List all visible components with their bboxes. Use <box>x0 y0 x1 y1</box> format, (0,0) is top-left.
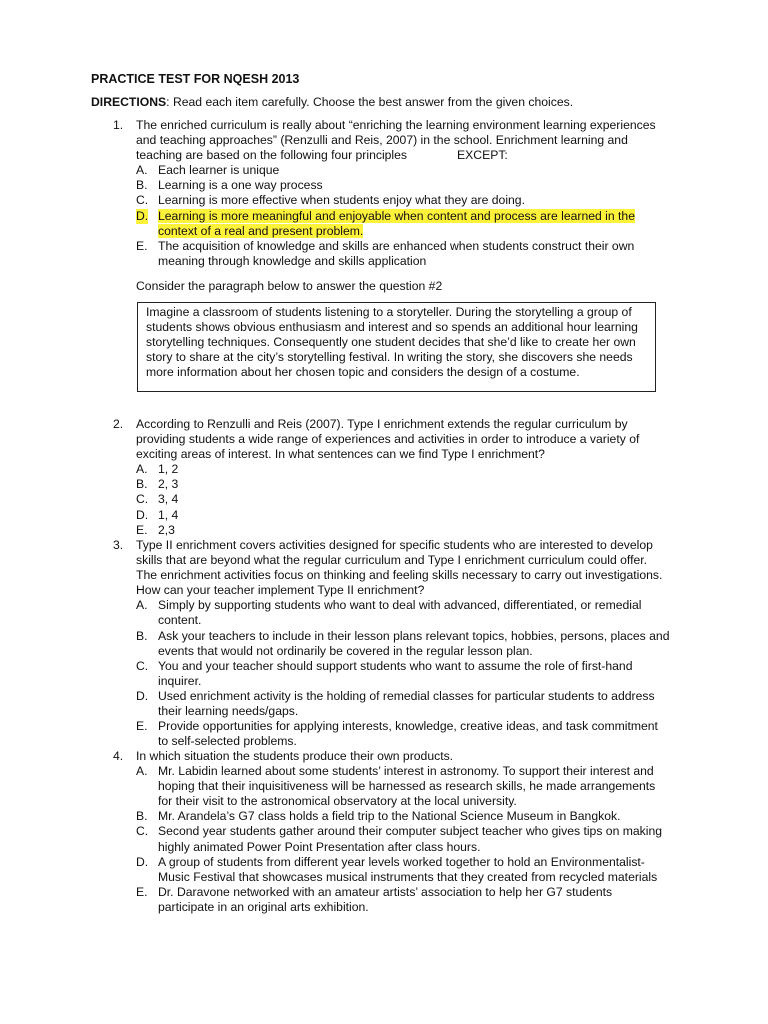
option-text: Learning is more effective when students enjoy what they are doing. <box>158 193 525 208</box>
option-d-highlighted <box>136 209 683 239</box>
option-e <box>136 885 683 915</box>
option-text: hoping that their inquisitiveness will be harnessed as research skills, he made arrangements <box>158 779 656 794</box>
stem-line: The enriched curriculum is really about “enriching the learning environment learning experiences <box>136 118 656 132</box>
option-c <box>136 492 683 507</box>
option-text: 2,3 <box>158 522 175 537</box>
option-c <box>136 193 683 208</box>
option-a <box>136 163 683 178</box>
option-text: to self-selected problems. <box>158 734 297 749</box>
option-text: Used enrichment activity is the holding of remedial classes for particular students to address <box>158 688 655 703</box>
option-letter: E. <box>136 238 148 253</box>
stem-line-with-except <box>136 148 683 163</box>
stem-line: providing students a wide range of experiences and activities in order to introduce a variety of <box>136 432 640 447</box>
option-list <box>113 163 683 269</box>
option-text: Dr. Daravone networked with an amateur artists’ association to help her G7 students <box>158 884 613 899</box>
option-text: The acquisition of knowledge and skills are enhanced when students construct their own <box>158 238 635 253</box>
stem-line: According to Renzulli and Reis (2007). Type I enrichment extends the regular curriculum by <box>136 417 628 431</box>
option-text: Each learner is unique <box>158 163 280 178</box>
paragraph-line: more information about her chosen topic and considers the design of a costume. <box>146 365 580 380</box>
option-letter: A. <box>136 462 148 477</box>
option-text: content. <box>158 613 202 628</box>
question-stem <box>136 749 683 764</box>
option-line <box>158 224 683 239</box>
option-text: for their visit to the astronomical observatory at the local university. <box>158 794 517 809</box>
option-text: 1, 2 <box>158 462 179 477</box>
option-letter: C. <box>136 193 149 208</box>
question-number: 4. <box>113 749 124 763</box>
question-1 <box>113 118 683 269</box>
option-letter: B. <box>136 628 148 643</box>
option-text: meaning through knowledge and skills application <box>158 253 427 268</box>
paragraph-line: story to share at the city’s storytelling festival. In writing the story, she discovers she needs <box>146 350 633 365</box>
page-title: PRACTICE TEST FOR NQESH 2013 <box>91 72 300 86</box>
option-c <box>136 659 683 689</box>
directions-text: : Read each item carefully. Choose the best answer from the given choices. <box>166 95 574 109</box>
option-letter: A. <box>136 163 148 178</box>
option-text: A group of students from different year levels worked together to hold an Environmentalist- <box>158 854 645 869</box>
option-letter: D. <box>136 688 149 703</box>
option-d <box>136 689 683 719</box>
option-letter: E. <box>136 884 148 899</box>
question-stem <box>136 118 683 163</box>
question-number: 2. <box>113 417 124 431</box>
question-stem <box>136 417 683 462</box>
option-text: You and your teacher should support students who want to assume the role of first-hand <box>158 658 633 673</box>
option-text: participate in an original arts exhibition. <box>158 899 369 914</box>
stem-line: teaching are based on the following four principles <box>136 148 408 163</box>
directions <box>91 95 573 109</box>
option-a <box>136 764 683 809</box>
stem-line: and teaching approaches” (Renzulli and Reis, 2007) in the school. Enrichment learning and <box>136 133 628 148</box>
question-2 <box>113 417 683 538</box>
stem-line: Type II enrichment covers activities designed for specific students who are interested to develop <box>136 538 653 552</box>
option-list <box>113 598 683 749</box>
option-text: events that would not ordinarily be covered in the regular lesson plan. <box>158 643 533 658</box>
option-b <box>136 178 683 193</box>
option-letter: E. <box>136 522 148 537</box>
option-a <box>136 598 683 628</box>
option-line <box>158 209 683 224</box>
stem-line: skills that are beyond what the regular curriculum and Type I enrichment curriculum could offer. <box>136 553 647 568</box>
option-text: 3, 4 <box>158 492 179 507</box>
option-list <box>113 764 683 915</box>
question-4 <box>113 749 683 915</box>
option-letter: B. <box>136 809 148 824</box>
option-text: Music Festival that showcases musical instruments that they created from recycled materials <box>158 869 658 884</box>
option-e <box>136 523 683 538</box>
option-letter: C. <box>136 492 149 507</box>
option-text: Simply by supporting students who want to deal with advanced, differentiated, or remedial <box>158 598 642 613</box>
paragraph-line: storytelling techniques. Consequently one student decides that she’d like to create her own <box>146 335 636 350</box>
option-letter: C. <box>136 658 149 673</box>
option-b <box>136 629 683 659</box>
option-a <box>136 462 683 477</box>
option-letter: D. <box>136 854 149 869</box>
stem-line: In which situation the students produce their own products. <box>136 749 454 763</box>
option-text: 2, 3 <box>158 477 179 492</box>
option-text: their learning needs/gaps. <box>158 704 299 719</box>
option-e <box>136 719 683 749</box>
directions-label: DIRECTIONS <box>91 95 167 109</box>
question-number: 1. <box>113 118 124 132</box>
option-text-highlighted: context of a real and present problem. <box>158 223 364 238</box>
option-text: Second year students gather around their computer subject teacher who gives tips on making <box>158 824 663 839</box>
option-letter: A. <box>136 598 148 613</box>
consider-instruction: Consider the paragraph below to answer the question #2 <box>136 279 443 293</box>
option-e <box>136 239 683 269</box>
stem-line: How can your teacher implement Type II enrichment? <box>136 583 425 598</box>
option-text: Provide opportunities for applying interests, knowledge, creative ideas, and task commitment <box>158 719 658 734</box>
scenario-paragraph-box <box>137 302 656 392</box>
option-text: Mr. Labidin learned about some students’ interest in astronomy. To support their interest and <box>158 764 654 779</box>
question-stem <box>136 538 683 598</box>
option-text-highlighted: Learning is more meaningful and enjoyable when content and process are learned in the <box>158 208 635 223</box>
paragraph-line: students shows obvious enthusiasm and interest and so spends an additional hour learning <box>146 320 638 335</box>
option-c <box>136 824 683 854</box>
option-text: Learning is a one way process <box>158 178 323 193</box>
question-number: 3. <box>113 538 124 552</box>
option-letter: D. <box>136 507 149 522</box>
option-text: highly animated Power Point Presentation after class hours. <box>158 839 481 854</box>
paragraph-line: Imagine a classroom of students listening to a storyteller. During the storytelling a group of <box>146 305 632 319</box>
option-letter: E. <box>136 719 148 734</box>
stem-line: The enrichment activities focus on thinking and feeling skills necessary to carry out investigations. <box>136 568 663 583</box>
option-text: 1, 4 <box>158 507 179 522</box>
stem-line: exciting areas of interest. In what sentences can we find Type I enrichment? <box>136 447 545 462</box>
option-text: inquirer. <box>158 673 202 688</box>
question-3 <box>113 538 683 749</box>
option-text: Mr. Arandela’s G7 class holds a field trip to the National Science Museum in Bangkok. <box>158 809 621 824</box>
option-b <box>136 809 683 824</box>
option-b <box>136 477 683 492</box>
option-letter: A. <box>136 764 148 779</box>
option-text: Ask your teachers to include in their lesson plans relevant topics, hobbies, persons, places and <box>158 628 670 643</box>
option-letter: B. <box>136 178 148 193</box>
option-d <box>136 855 683 885</box>
option-list <box>113 462 683 537</box>
option-letter: B. <box>136 477 148 492</box>
option-letter: D. <box>136 208 149 223</box>
option-letter: C. <box>136 824 149 839</box>
except-label: EXCEPT: <box>457 148 508 163</box>
option-d <box>136 508 683 523</box>
